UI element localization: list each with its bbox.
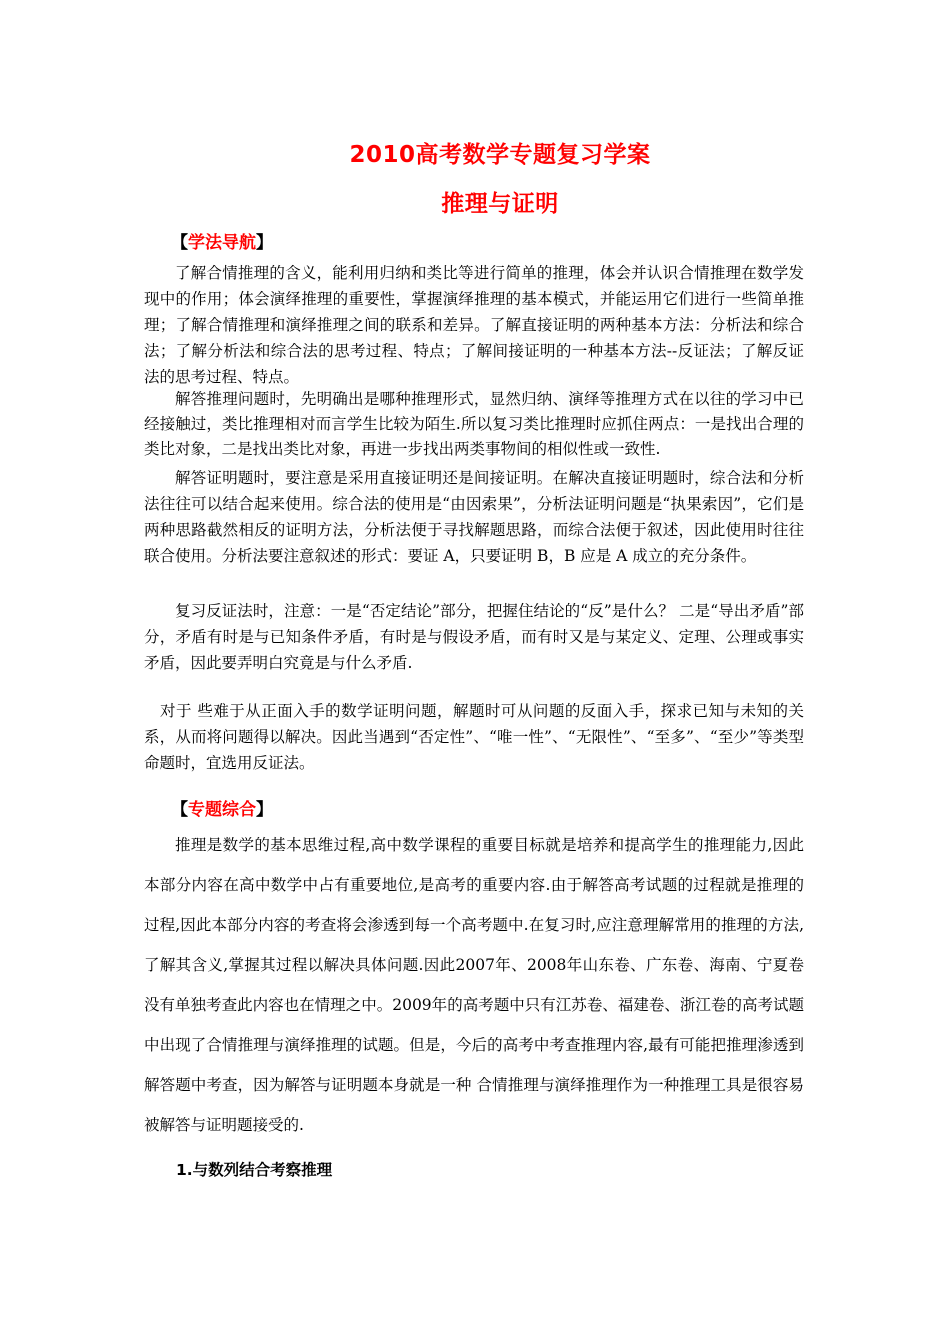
paragraph-contradiction-review: 复习反证法时，注意：一是“否定结论”部分，把握住结论的“反”是什么？ 二是“导出矛盾”部分，矛盾有时是与已知条件矛盾，有时是与假设矛盾，而有时又是与某定义、定理、公理或事实矛盾，因此要弄明白究竟是与什么矛盾.: [144, 602, 804, 672]
section-heading-comprehensive: [171, 795, 273, 820]
paragraph-reasoning-problems: 解答推理问题时，先明确出是哪种推理形式，显然归纳、演绎等推理方式在以往的学习中已经接触过，类比推理相对而言学生比较为陌生.所以复习类比推理时应抓住两点：一是找出合理的类比对象，二是找出类比对象，再进一步找出两类事物间的相似性或一致性.: [144, 390, 804, 458]
section-label: 学法导航: [188, 233, 256, 253]
section-label: 专题综合: [188, 800, 256, 820]
paragraph-contradiction-usage: 对于 些难于从正面入手的数学证明问题，解题时可从问题的反面入手，探求已知与未知的关系，从而将问题得以解决。因此当遇到“否定性”、“唯一性”、“无限性”、“至多”、“至少”等类型命题时，宜选用反证法。: [144, 702, 804, 772]
item-heading-sequence-reasoning: 1.与数列结合考察推理: [176, 1161, 333, 1179]
document-subtitle: 推理与证明: [441, 191, 559, 217]
bracket-close: 】: [256, 800, 273, 820]
bracket-open: 【: [171, 233, 188, 253]
bracket-close: 】: [256, 233, 273, 253]
bracket-open: 【: [171, 800, 188, 820]
document-title: 2010高考数学专题复习学案: [349, 142, 651, 168]
paragraph-reasoning-goals: 了解合情推理的含义，能利用归纳和类比等进行简单的推理，体会并认识合情推理在数学发现中的作用；体会演绎推理的重要性，掌握演绎推理的基本模式，并能运用它们进行一些简单推理；了解合情推理和演绎推理之间的联系和差异。了解直接证明的两种基本方法：分析法和综合法；了解分析法和综合法的思考过程、特点；了解间接证明的一种基本方法--反证法；了解反证法的思考过程、特点。: [144, 264, 804, 386]
section-heading-study-guide: [171, 228, 273, 253]
paragraph-proof-problems: 解答证明题时，要注意是采用直接证明还是间接证明。在解决直接证明题时，综合法和分析法往往可以结合起来使用。综合法的使用是“由因索果”，分析法证明问题是“执果索因”，它们是两种思路截然相反的证明方法，分析法便于寻找解题思路，而综合法便于叙述，因此使用时往往联合使用。分析法要注意叙述的形式：要证 A，只要证明 B，B 应是 A 成立的充分条件。: [144, 469, 804, 565]
paragraph-comprehensive: 推理是数学的基本思维过程,高中数学课程的重要目标就是培养和提高学生的推理能力,因此本部分内容在高中数学中占有重要地位,是高考的重要内容.由于解答高考试题的过程就是推理的过程,因此本部分内容的考查将会渗透到每一个高考题中.在复习时,应注意理解常用的推理的方法,了解其含义,掌握其过程以解决具体问题.因此2007年、2008年山东卷、广东卷、海南、宁夏卷没有单独考查此内容也在情理之中。2009年的高考题中只有江苏卷、福建卷、浙江卷的高考试题中出现了合情推理与演绎推理的试题。但是，今后的高考中考查推理内容,最有可能把推理渗透到解答题中考查，因为解答与证明题本身就是一种 合情推理与演绎推理作为一种推理工具是很容易被解答与证明题接受的.: [144, 836, 804, 1134]
